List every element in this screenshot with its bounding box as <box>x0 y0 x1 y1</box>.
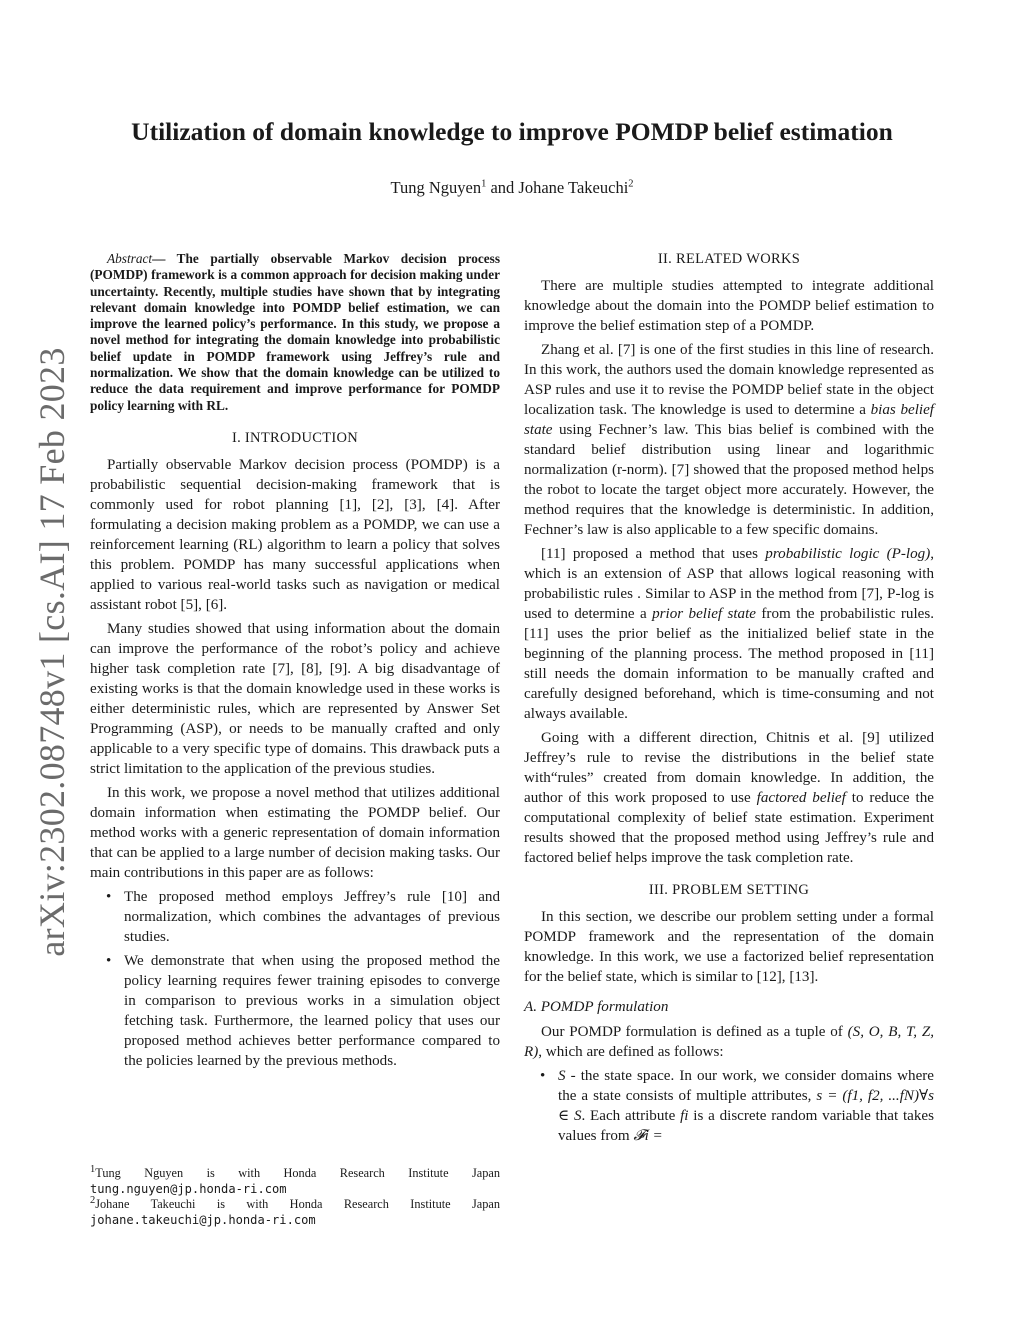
math-tuple: (S, O, B, T, Z, R) <box>524 1024 935 1060</box>
text-run: [11] proposed a method that uses <box>541 546 766 562</box>
author-conjunction: and <box>486 178 519 197</box>
section-heading-related-works: II. RELATED WORKS <box>657 251 801 267</box>
contributions-list <box>90 887 500 1071</box>
text-run: to reduce the computational complexity of belief state estimation. Experiment results showed that the proposed method using Jeffrey’s rule and factored belief helps improve the task completion rate. <box>524 790 934 866</box>
author-1-affiliation-mark: 1 <box>481 178 487 190</box>
text-run: - the state space. In our work, we consider domains where the a state consists of multiple attributes, <box>558 1068 934 1104</box>
related-paragraph <box>524 728 934 868</box>
related-paragraph: There are multiple studies attempted to integrate additional knowledge about the domain into the POMDP belief estimation to improve the belief estimation step of a POMDP. <box>524 278 934 334</box>
arxiv-identifier: arXiv:2302.08748v1 [cs.AI] 17 Feb 2023 <box>32 347 72 957</box>
author-2-affiliation-mark: 2 <box>628 178 634 190</box>
math-symbol: S <box>558 1068 566 1084</box>
definition-item <box>558 1066 934 1146</box>
author-2: Johane Takeuchi <box>518 178 629 197</box>
math-expression: 𝓕i = <box>633 1128 663 1144</box>
text-run: Going with a different direction, Chitnis et al. [9] utilized Jeffrey’s rule to revise the distributions in the belief state with“rules” created from domain knowledge. In addition, the author of this work proposed to use <box>524 730 934 806</box>
subsection-heading-pomdp: A. POMDP formulation <box>524 999 669 1015</box>
left-column <box>90 251 500 1075</box>
math-expression: s = (f1, f2, ...fN)∀s ∈ S <box>558 1088 934 1124</box>
abstract <box>90 251 500 414</box>
math-symbol: fi <box>680 1108 689 1124</box>
emphasis: prior belief state <box>652 606 756 622</box>
text-run: using Fechner’s law. This bias belief is combined with the standard belief distribution using linear and logarithmic normalization (r-norm). [7] showed that the proposed method helps the robot to locate the target object more accurately. However, the method requires that the knowledge is deterministic. In addition, Fechner’s law is also applicable to a few specific domains. <box>524 422 934 538</box>
emphasis: bias belief state <box>524 402 934 438</box>
contribution-item: • The proposed method employs Jeffrey’s rule [10] and normalization, which combines the advantages of previous studies. <box>124 887 500 947</box>
contribution-item: • We demonstrate that when using the proposed method the policy learning requires fewer training episodes to converge in comparison to previous works in a simulation object fetching task. Furthermore, the learned policy that uses our proposed method achieves better performance compared to the policies learned by the previous methods. <box>124 951 500 1071</box>
footnotes <box>90 1163 500 1228</box>
section-heading-introduction: I. INTRODUCTION <box>231 429 359 446</box>
text-run: . Each attribute <box>581 1108 681 1124</box>
footnote-2 <box>90 1194 500 1213</box>
problem-paragraph <box>524 1022 934 1062</box>
author-1: Tung Nguyen <box>390 178 482 197</box>
right-column <box>524 249 934 1150</box>
text-run: is a discrete random variable that takes values from <box>558 1108 934 1144</box>
related-paragraph <box>524 544 934 724</box>
footnote-1-email: tung.nguyen@jp.honda-ri.com <box>90 1181 287 1196</box>
text-run: Our POMDP formulation is defined as a tuple of <box>541 1024 848 1040</box>
problem-paragraph: In this section, we describe our problem setting under a formal POMDP framework and the representation of the domain knowledge. In this work, we use a factorized belief representation for the belief state, which is similar to [12], [13]. <box>524 909 934 985</box>
emphasis: probabilistic logic (P-log) <box>765 546 931 562</box>
footnote-2-email: johane.takeuchi@jp.honda-ri.com <box>90 1212 316 1227</box>
text-run: Zhang et al. [7] is one of the first studies in this line of research. In this work, the authors used the domain knowledge represented as ASP rules and use it to revise the POMDP belief state in the object localization task. The knowledge is used to determine a <box>524 342 934 418</box>
emphasis: factored belief <box>756 790 846 806</box>
footnote-2-text: Johane Takeuchi is with Honda Research Institute Japan <box>95 1197 500 1211</box>
footnote-1 <box>90 1163 500 1182</box>
text-run: , which is an extension of ASP that allows logical reasoning with probabilistic rules . Similar to ASP in the method from [7], P-log is used to determine a <box>524 546 934 622</box>
intro-paragraph: Many studies showed that using information about the domain can improve the performance of the robot’s policy and achieve higher task completion rate [7], [8], [9]. A big disadvantage of existing works is that the domain knowledge used in these works is either deterministic rules, which are represented by Answer Set Programming (ASP), or needs to be manually crafted and only applicable to a very specific type of domains. This drawback puts a strict limitation to the application of the previous studies. <box>90 620 500 777</box>
paper-title: Utilization of domain knowledge to improve POMDP belief estimation <box>131 117 893 146</box>
section-heading-problem-setting: III. PROBLEM SETTING <box>648 882 810 898</box>
text-run: from the probabilistic rules. [11] uses the prior belief as the initialized belief state in the beginning of the planning process. The method proposed in [11] still needs the domain information to be manually crafted and carefully designed beforehand, which is time-consuming and not always available. <box>524 606 934 722</box>
related-paragraph <box>524 340 934 540</box>
intro-paragraph: Partially observable Markov decision process (POMDP) is a probabilistic sequential decision-making framework that is commonly used for robot planning [1], [2], [3], [4]. After formulating a decision making problem as a POMDP, we can use a reinforcement learning (RL) algorithm to learn a policy that solves this problem. POMDP has many successful applications when applied to various real-world tasks such as navigation or medical assistant robot [5], [6]. <box>90 456 500 613</box>
abstract-label: Abstract <box>107 251 153 266</box>
footnote-2-mark: 2 <box>90 1194 96 1206</box>
intro-paragraph: In this work, we propose a novel method that utilizes additional domain information when estimating the POMDP belief. Our method works with a generic representation of domain information that can be applied to a large number of decision making tasks. Our main contributions in this paper are as follows: <box>90 784 500 881</box>
footnote-1-mark: 1 <box>90 1163 96 1175</box>
abstract-text: — The partially observable Markov decision process (POMDP) framework is a common approach for decision making under uncertainty. Recently, multiple studies have shown that by integrating relevant domain knowledge into POMDP belief estimation, we can improve the learned policy’s performance. In this study, we propose a novel method for integrating the domain knowledge into probabilistic belief update in POMDP framework using Jeffrey’s rule and normalization. We show that the domain knowledge can be utilized to reduce the data requirement and improve performance for POMDP policy learning with RL. <box>90 251 500 413</box>
text-run: , which are defined as follows: <box>538 1044 724 1060</box>
author-line <box>60 176 964 200</box>
footnote-1-text: Tung Nguyen is with Honda Research Institute Japan <box>95 1166 500 1180</box>
pomdp-definition-list <box>524 1066 934 1146</box>
